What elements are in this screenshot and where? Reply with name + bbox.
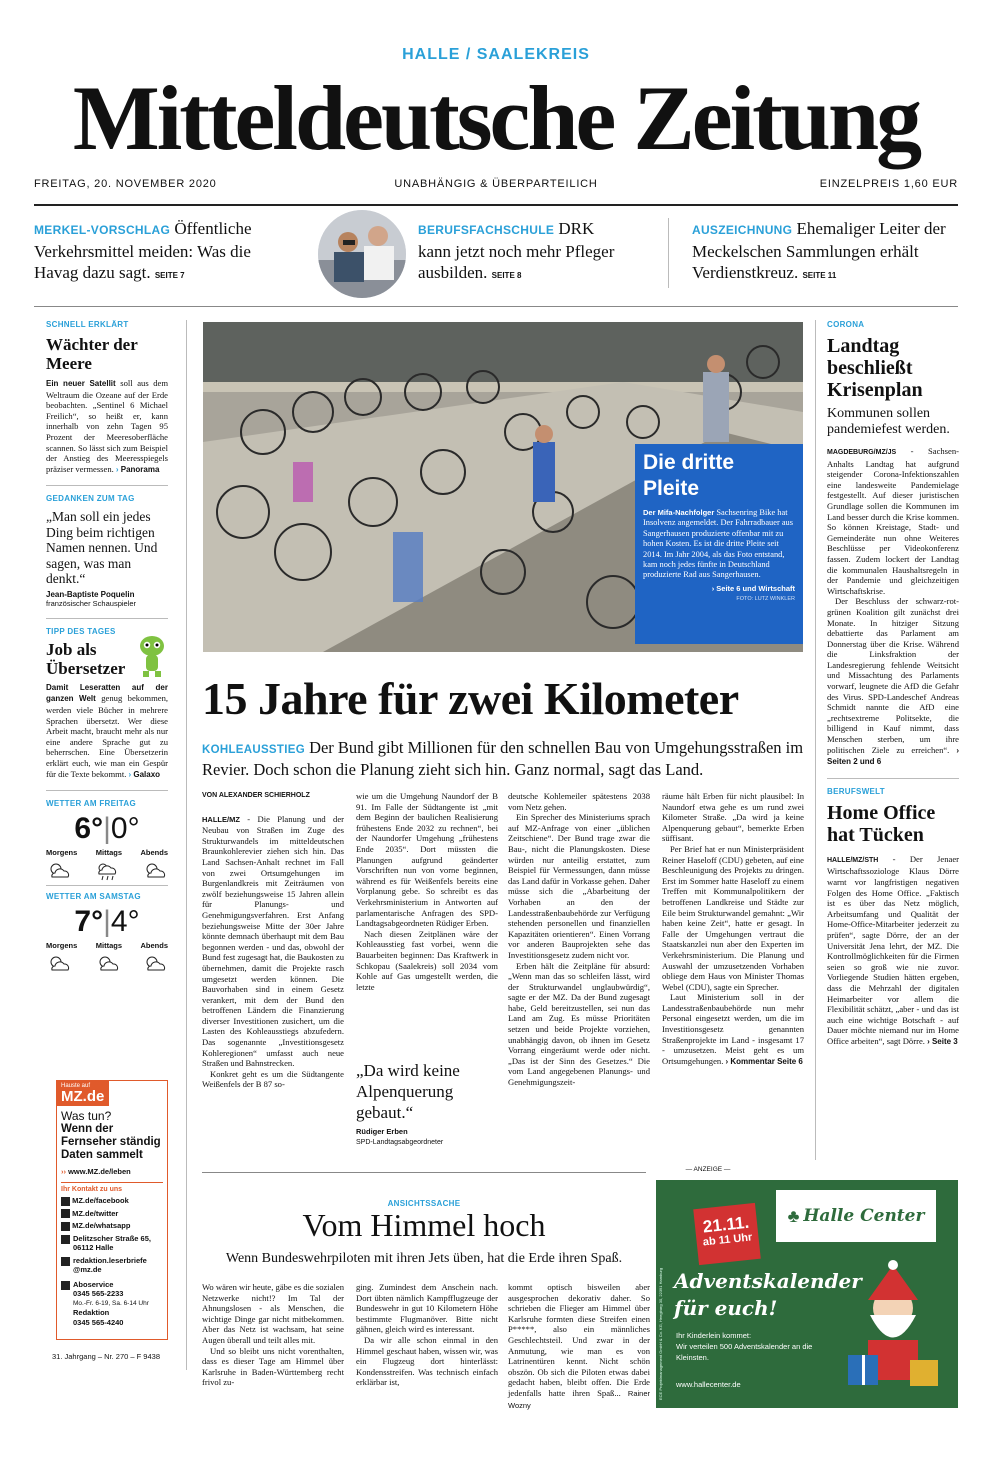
issue-number: 31. Jahrgang – Nr. 270 – F 9438 (52, 1352, 160, 1361)
whatsapp-icon (61, 1222, 70, 1231)
right-column: CORONA Landtag beschließt Krisenplan Kommunen sollen pandemiefest werden. MAGDEBURG/MZ/JS - Sachsen-Anhalts Landtag hat aufgrund steigender Corona-Infektionszahlen eine landesweite Pandemielage festgestellt. Auf dieser juristischen Grundlage sollen die Kommunen im Land besser durch die Krise kommen. So können Kreistage, Stadt- und Gemeinderäte nun ohne Weiteres Beschlüsse per Videokonferenz fassen. Zudem lockert der Landtag die kommunalen Haushaltsregeln in der Pandemie und gleichzeitigen Wirtschaftskrise. Der Beschluss der schwarz-rot-grünen Koalition gilt zunächst drei Monate. In hitziger Sitzung debattierte das Parlament am Donnerstag über die Krise. Während die Linksfraktion der Landesregierung fehlende Weitsicht und Missachtung des Parlaments vorwarf, leugnete die AfD die Gefahr des Virus. SPD-Landeschef Andreas Schmidt nannte die AfD eine „rechtsextreme Politsekte, die billigend in Kauf nimmt, dass Menschen sterben, um ihre politischen Ziele zu erreichen“. › Seiten 2 und 6 BERUFSWELT Home Office hat Tücken HALLE/MZ/STH - Der Jenaer Wirtschaftssoziologe Klaus Dörre warnt vor langfristigen negativen Folgen des Home Office. „Faktisch ist es über das Netz möglich, Arbeitsumfang und Qualität der Home-Office-Mitarbeiter jederzeit zu prüfen“, sagte Dörre, der an der Universität Jena lehrt, der MZ. Die Kontrollmöglichkeiten für die Firmen seien so groß wie nie zuvor. Vorliegende Studien hätten ergeben, dass die Mehrzahl der digitalen Heimarbeiter vor allem die Flexibilität schätzt, „aber - und das ist auch eine wichtige Botschaft - auf Dauer möchte niemand nur im Home Office arbeiten“, sagt Dörre. › Seite 3 (827, 320, 959, 1046)
masthead-rule (34, 204, 958, 206)
home-kicker: BERUFSWELT (827, 786, 885, 796)
ad-text: Ihr Kinderlein kommet: Wir verteilen 500 Adventskalender an die Kleinsten. (676, 1331, 813, 1362)
lead-headline[interactable]: 15 Jahre für zwei Kilometer (202, 673, 739, 724)
tree-icon: ♣ (787, 1205, 800, 1226)
teaser-divider (668, 218, 669, 288)
lead-col-1: VON ALEXANDER SCHIERHOLZ HALLE/MZ - Die Planung und der Neubau von Straßen im Zuge des Strukturwandels im mitteldeutschen Braunkohlerevier ziehen sich hin. Das Land Sachsen-Anhalt rechnet im Fall von zwei Ortsumgehungen im Burgenlandkreis mit Zeiträumen von zwölf beziehungsweise 15 Jahren allein für Planungs- und Genehmigungsverfahren. Erst Anfang beziehungsweise Mitte der 30er Jahre könnte demnach überhaupt mit dem Bau begonnen werden - und das, obwohl der Bund fest zugesagt hat, die Baukosten zu übernehmen, damit die Projekte rasch umgesetzt werden können. Die Bauvorhaben sind in einem Gesetz verankert, mit dem der Bund den betroffenen Ländern die Finanzierung diverser Investitionen zusichert, um die Lasten des Kohleausstiegs abzufedern. Das sogenannte „Investitionsgesetz Kohleregionen“ umfasst auch neue Straßen und Bahnstrecken. Konkret geht es um die Südtangente Weißenfels der B 87 so- (202, 792, 344, 1090)
teaser-text: Öffentliche Verkehrsmittel meiden: Was die Havag dazu sagt. (34, 219, 252, 282)
explain-ref: Panorama (120, 464, 160, 474)
bottom-col-2: ging. Zumindest dem Anschein nach. Dort übten nämlich Kampfflugzeuge der Bundeswehr in gut 10 Kilometern Höhe bestimmte Flugmanöver. Bitte nicht gähnen, gleich wird es interessant. Da wir alle schon einmal in den Himmel geschaut haben, wissen wir, was ein Flugzeug dort hinterlässt: Kondensstreifen. Was technisch einfach erklärbar ist, (356, 1282, 498, 1388)
newspaper-title[interactable]: Mitteldeutsche Zeitung (72, 67, 920, 169)
cloud-sun-icon (93, 954, 121, 974)
ad-logo: ♣ Halle Center (776, 1190, 936, 1242)
left-divider (186, 320, 187, 1370)
weather-sat-kicker: WETTER AM SAMSTAG (46, 892, 141, 902)
photo-credit: FOTO: LUTZ WINKLER (736, 595, 795, 602)
explain-title[interactable]: Wächter der Meere (46, 335, 138, 373)
bottom-title[interactable]: Vom Himmel hoch (302, 1207, 546, 1243)
alien-mascot-icon (136, 634, 168, 683)
corona-kicker: CORONA (827, 320, 865, 329)
weather-fri-icons (46, 861, 168, 881)
photo-box-text: Sachsenring Bike hat Insolvenz angemeldet. Der Fahrradbauer aus Sangerhausen produzierte offenbar mit zu hohen Kosten. Es ist die dritte Pleite seit 2014. Im Jahr 2004, als das Foto entstand, kam noch jedes fünfte in Deutschland produzierte Rad aus Sangerhausen. (643, 508, 793, 580)
cloud-sun-icon (46, 954, 74, 974)
photo-box-ref[interactable]: › Seite 6 und Wirtschaft (711, 583, 795, 593)
price: EINZELPREIS 1,60 EUR (819, 178, 958, 190)
teaser-page: SEITE 8 (491, 271, 522, 280)
tip-ref: Galaxo (133, 769, 161, 779)
teaser-page: SEITE 7 (154, 271, 185, 280)
ad-title: Adventskalender für euch! (674, 1269, 862, 1320)
weather-fri-labels: Morgens Mittags Abends (46, 848, 168, 858)
tip-title[interactable]: Job als Übersetzer (46, 639, 126, 678)
address: Delitzscher Straße 65, 06112 Halle (61, 1234, 163, 1253)
home-icon (61, 1235, 70, 1244)
whatsapp-link[interactable]: MZ.de/whatsapp (61, 1221, 163, 1231)
ad-side-text: ECE Projektmanagement GmbH & Co. KG, Heegbarg 30, 22391 Hamburg (658, 1267, 663, 1400)
pull-quote: „Da wird keine Alpenquerung gebaut.“ (356, 1061, 460, 1123)
teaser-rule (34, 306, 958, 307)
explain-text: Ein neuer Satellit soll aus dem Weltraum die Ozeane auf der Erde beobachten. „Sentinel 6 Michael Freilich“, so heißt er, kann innerhalb von zehn Tagen 95 Prozent der Meeresoberfläche scannen. So lässt sich zum Beispiel der Anstieg des Meeresspiegels präziser vermessen. › Panorama (46, 378, 169, 474)
region-label: HALLE / SAALEKREIS (402, 46, 590, 63)
teaser-kicker: MERKEL-VORSCHLAG (34, 223, 171, 237)
bottom-col-1: Wo wären wir heute, gäbe es die sozialen Netzwerke nicht!? Im Tal der Ahnungslosen - als Menschen, die wichtige Dinge gar nicht mitbekommen. Aber das Netz ist wachsam, hat seine Augen überall und teilt alles mit. Und so bleibt uns nicht vorenthalten, dass es dieser Tage am Himmel über Karlsruhe in Baden-Württemberg recht frivol zu- (202, 1282, 345, 1388)
weather-sat-temp: 7°|4° (74, 905, 140, 939)
corona-sub: Kommunen sollen pandemiefest werden. (827, 406, 950, 437)
teaser-kicker: BERUFSFACHSCHULE (418, 223, 555, 237)
twitter-link[interactable]: MZ.de/twitter (61, 1209, 163, 1219)
mz-link[interactable]: ›› www.MZ.de/leben (61, 1167, 131, 1176)
phone-icon (61, 1281, 70, 1290)
corona-title[interactable]: Landtag beschließt Krisenplan (827, 335, 923, 401)
cloud-rain-icon (93, 861, 121, 881)
teaser-2[interactable] (418, 218, 628, 286)
lead-photo[interactable] (203, 322, 803, 652)
redaktion-phone[interactable]: 0345 565-4240 (73, 1317, 124, 1327)
weather-sat-labels: Morgens Mittags Abends (46, 941, 168, 951)
teaser-3[interactable] (692, 218, 958, 286)
tagline: UNABHÄNGIG & ÜBERPARTEILICH (394, 178, 598, 190)
weather-fri-kicker: WETTER AM FREITAG (46, 799, 136, 809)
ad-label: — ANZEIGE — (656, 1166, 760, 1173)
abo-phone[interactable]: 0345 565-2233 (73, 1289, 124, 1299)
mz-headline: Wenn der Fernseher ständig Daten sammelt (61, 1123, 161, 1161)
bottom-rule (202, 1172, 646, 1173)
thought-author: Jean-Baptiste Poquelin (46, 589, 135, 599)
lead-ref[interactable]: › Kommentar Seite 6 (725, 1056, 803, 1066)
bottom-col-3: kommt optisch bisweilen aber ausgesprochen dekorativ daher. So schrieben die Flieger am Himmel über Karlsruhe formten diese Streifen einen P*****, also ein männliches Geschlechtsteil. Und zwar in der Anmutung, wie man es von Latrinentüren kennt. Nicht schön obszön. Ob sich die Piloten etwas dabei gedacht haben, bleibt offen. Die Erde jedenfalls hatte ihren Spaß... Rainer Wozny (508, 1282, 650, 1410)
lead-subhead: KOHLEAUSSTIEG Der Bund gibt Millionen für den schnellen Bau von Umgehungsstraßen im Revier. Doch schon die Planung zieht sich hin. Ganz normal, sagt das Land. (202, 738, 804, 779)
teaser-page: SEITE 11 (802, 271, 837, 280)
issue-date: FREITAG, 20. NOVEMBER 2020 (34, 178, 217, 190)
bottom-kicker: ANSICHTSSACHE (387, 1199, 461, 1208)
ad-date-badge: 21.11. ab 11 Uhr (693, 1203, 761, 1265)
right-divider (815, 320, 816, 1160)
teaser-1[interactable] (34, 218, 284, 286)
cloud-sun-icon (46, 861, 74, 881)
bottom-sub: Wenn Bundeswehrpiloten mit ihren Jets üben, hat die Erde ihren Spaß. (225, 1251, 623, 1266)
santa-illustration-icon (838, 1260, 948, 1400)
mz-logo[interactable]: Hauste auf MZ.de (57, 1081, 109, 1106)
lead-col-4: räume hält Erben für nicht plausibel: In Naundorf etwa gehe es um rund zwei Kilometer Straße. „Da wird ja keine Alpenquerung gebaut“, bemerkte Erben süffisant. Per Brief hat er nun Ministerpräsident Reiner Haseloff (CDU) gebeten, auf eine Beschleunigung des Projekts zu dringen. Erst im Sommer hatte Haseloff zu einem Treffen mit Kommunalpolitikern der betroffenen Landkreise und Städte zur Eile beim Strukturwandel gemahnt: „Wir haben keine Zeit“, hatte er gesagt. In Falle der Umgehungen vertraut die Staatskanzlei nun aber den Experten im Verkehrsministerium. Die Planung und Auswahl der umzusetzenden Vorhaben obliege dem Haus von Minister Thomas Webel (CDU), sagte ein Sprecher. Laut Ministerium soll in der Landesstraßenbaubehörde nun mehr Personal eingesetzt werden, um die im Investitionsgesetz genannten Straßenprojekte im Land - insgesamt 17 - umzusetzen. Meist geht es um Ortsumgehungen. › Kommentar Seite 6 (662, 791, 804, 1066)
ad-box[interactable] (656, 1180, 958, 1408)
ad-url[interactable]: www.hallecenter.de (676, 1380, 741, 1389)
email-link[interactable]: redaktion.leserbriefe @mz.de (61, 1256, 163, 1275)
thought-kicker: GEDANKEN ZUM TAG (46, 494, 135, 504)
tip-kicker: TIPP DES TAGES (46, 626, 116, 636)
home-title[interactable]: Home Office hat Tücken (827, 801, 936, 846)
cloud-sun-icon (140, 861, 168, 881)
explain-kicker: SCHNELL ERKLÄRT (46, 320, 129, 329)
thought-quote: „Man soll ein jedes Ding beim richtigen Namen nennen. Und sagen, was man denkt.“ (46, 509, 158, 587)
mail-icon (61, 1257, 70, 1266)
facebook-link[interactable]: MZ.de/facebook (61, 1196, 163, 1206)
facebook-icon (61, 1197, 70, 1206)
lead-col-3: deutsche Kohlemeiler spätestens 2038 vom Netz gehen. Ein Sprecher des Ministeriums sprach auf MZ-Anfrage von einer „üblichen Zeitschiene“. Der Bund trage zwar die Bau-, nicht die Planungskosten. Diese würden nur anteilig erstattet, zum Beispiel für Vermessungen, dann müsse das Land dafür in Vorkasse gehen. Daher müsse sich die „Abarbeitung der Vorhaben an den der Landesstraßenbaubehörde zur Verfügung stehenden personellen und finanziellen Kapazitäten orientieren“. Einen Vorrang vor anderen Bauprojekten sehe das Investitionsgesetz zudem nicht vor. Erben hält die Zeitpläne für absurd: „Wenn man das so schleifen lässt, wird der Strukturwandel unglaubwürdig“, sagte er der MZ. Da der Bund zugesagt habe, Geld bereitzustellen, sei nun das Land am Zug. Es müsse Prioritäten setzen und beide Projekte vorziehen, unabhängig davon, ob ihnen im Gesetz Vorrang eingeräumt werde oder nicht. „Das ist der Sinn des Gesetzes.“ Die vom Land angegebenen Planungs- und Genehmigungszeit- (508, 791, 650, 1088)
weather-fri-temp: 6°|0° (74, 812, 140, 846)
teaser-kicker: AUSZEICHNUNG (692, 223, 793, 237)
tip-text: Damit Leseratten auf der ganzen Welt genug bekommen, werden viele Bücher in mehrere Sprachen übersetzt. Wer diese Arbeit macht, braucht mehr als nur eine andere Sprache gut zu beherrschen. Eine Übersetzerin erklärt euch, wie man ein Gespür für die Texte bekommt. › Galaxo (46, 682, 169, 779)
teaser-photo (318, 210, 406, 298)
left-column (46, 320, 168, 978)
mz-question: Was tun? (61, 1109, 112, 1123)
teaser-text: DRK kann jetzt noch mehr Pfleger ausbilden. (418, 219, 615, 282)
corona-ref[interactable]: › Seiten 2 und 6 (827, 745, 959, 767)
home-ref[interactable]: › Seite 3 (927, 1036, 958, 1046)
weather-sat-icons (46, 954, 168, 974)
photo-box-title: Die dritte Pleite (643, 451, 735, 500)
teaser-text: Ehemaliger Leiter der Meckelschen Sammlungen erhält Verdienstkreuz. (692, 219, 946, 282)
photo-info-box[interactable]: Die dritte Pleite Der Mifa-Nachfolger Sachsenring Bike hat Insolvenz angemeldet. Der Fahrradbauer aus Sangerhausen produzierte offenbar mit zu hohen Kosten. Es ist die dritte Pleite seit 2014. Im Jahr 2004, als das Foto entstand, kam noch jedes fünfte in Deutschland produzierte Rad aus Sangerhausen. › Seite 6 und Wirtschaft FOTO: LUTZ WINKLER (635, 444, 803, 644)
mz-promo-box[interactable]: Hauste auf MZ.de Was tun? Wenn der Fernseher ständig Daten sammelt ›› www.MZ.de/leben Ihr Kontakt zu uns MZ.de/facebook MZ.de/twitter MZ.de/whatsapp Delitzscher Straße 65, 06112 Halle redaktion.leserbriefe @mz.de Aboservice 0345 565-2233 Mo.-Fr. 6-19, Sa. 6-14 Uhr Redaktion 0345 565-4240 (56, 1080, 168, 1340)
thought-role: französischer Schauspieler (46, 598, 137, 608)
twitter-icon (61, 1209, 70, 1218)
cloud-sun-icon (140, 954, 168, 974)
contact-title: Ihr Kontakt zu uns (61, 1186, 123, 1193)
lead-col-2: wie um die Umgehung Naundorf der B 91. Im Falle der Südtangente ist „mit dem Beginn der baulichen Realisierung frühestens Ende 2032 zu rechnen“, bei der Naundorfer Umgehung „frühestens Ende 2035“. Dort müssten die Planungen aufgrund geänderter Vorschriften nun von vorne beginnen, während es für Weißenfels bereits eine Vorplanung gebe. So schreibt es das Verkehrsministerium in Antworten auf parlamentarische Anfragen des SPD-Landtagsabgeordneten Rüdiger Erben. Nach diesen Zeitplänen wäre der Kohleausstieg fast vorbei, wenn die Bauarbeiten beginnen: Das Kraftwerk in Schkopau (Saalekreis) soll 2034 vom Kohle auf Gas umgestellt werden, die letzte „Da wird keine Alpenquerung gebaut.“ Rüdiger Erben SPD-Landtagsabgeordneter (356, 791, 498, 1146)
